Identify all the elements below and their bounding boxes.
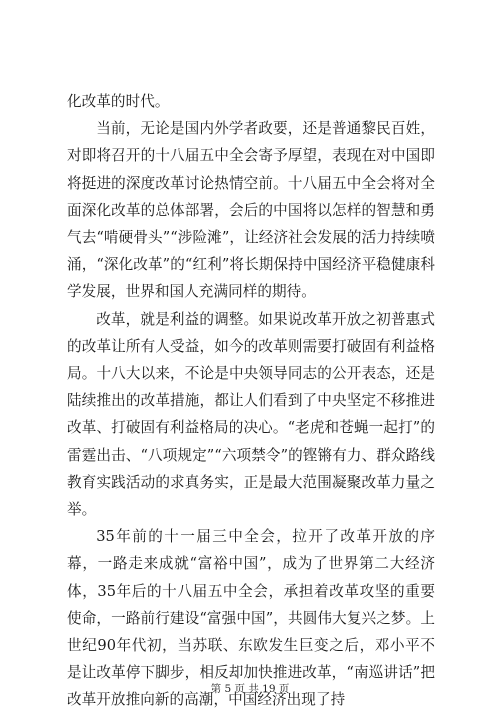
paragraph-4: 35年前的十一届三中全会，拉开了改革开放的序幕，一路走来成就“富裕中国”，成为了世界第二大经济体，35年后的十八届五中全会，承担着改革攻坚的重要使命，一路前行建设“富强中国”，共圆伟大复兴之梦。上世纪90年代初，当苏联、东欧发生巨变之后，邓小平不是让改革停下脚步，相反却加快推进改革，“南巡讲话”把改革开放推向新的高潮，中国经济出现了持 [67,528,435,709]
paragraph-1: 化改革的时代。 [67,93,170,110]
paragraph-3: 改革，就是利益的调整。如果说改革开放之初普惠式的改革让所有人受益，如今的改革则需要打破固有利益格局。十八大以来，不论是中央领导同志的公开表态，还是陆续推出的改革措施，都让人们看到了中央坚定不移推进改革、打破固有利益格局的决心。“老虎和苍蝇一起打”的雷霆出击、“八项规定”“六项禁令”的铿锵有力、群众路线教育实践活动的求真务实，正是最大范围凝聚改革力量之举。 [67,310,435,519]
paragraph-2: 当前，无论是国内外学者政要，还是普通黎民百姓，对即将召开的十八届五中全会寄予厚望，表现在对中国即将挺进的深度改革讨论热情空前。十八届五中全会将对全面深化改革的总体部署，会后的中国将以怎样的智慧和勇气去“啃硬骨头”“涉险滩”，让经济社会发展的活力持续喷涌，“深化改革”的“红利”将长期保持中国经济平稳健康科学发展，世界和国人充满同样的期待。 [67,120,435,301]
document-body [67,88,435,714]
page-number-footer: 第 5 页 共 19 页 [210,683,290,695]
